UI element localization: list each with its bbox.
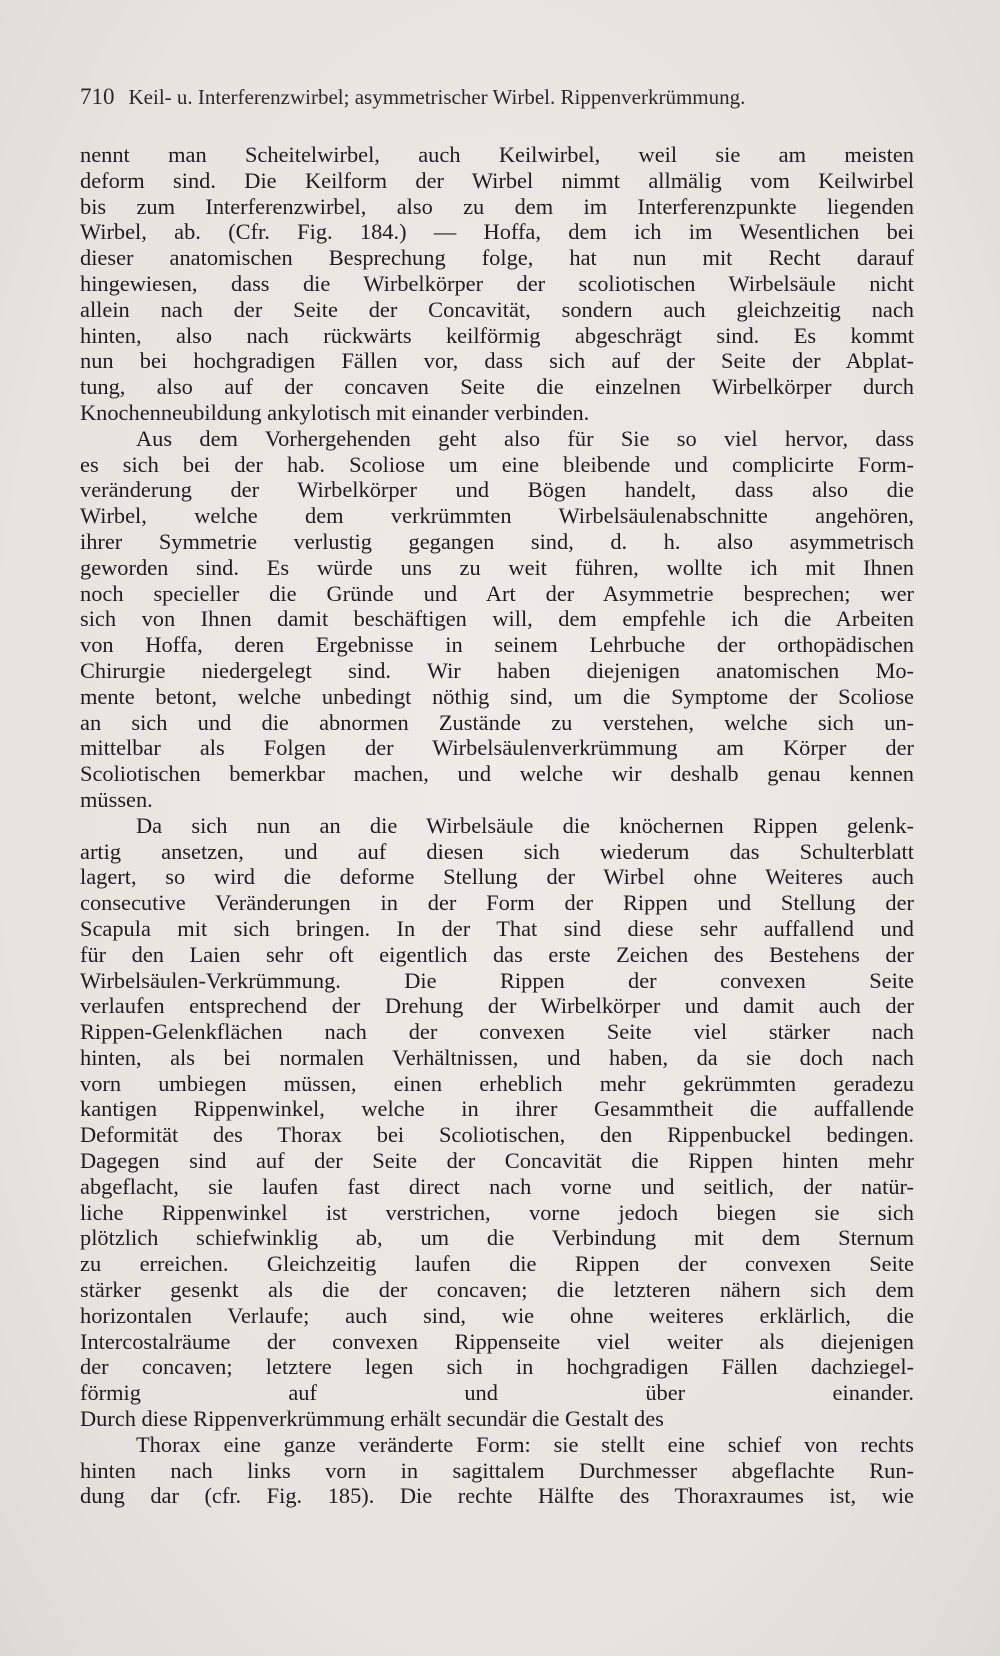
text-line: Wirbel, welche dem verkrümmten Wirbelsäulenabschnitte angehören, bbox=[80, 503, 914, 529]
text-line: hinten, also nach rückwärts keilförmig abgeschrägt sind. Es kommt bbox=[80, 322, 914, 348]
body-text bbox=[80, 142, 914, 1535]
text-line: liche Rippenwinkel ist verstrichen, vorne jedoch biegen sie sich bbox=[80, 1199, 914, 1225]
text-line bbox=[80, 1509, 914, 1535]
text-line: an sich und die abnormen Zustände zu verstehen, welche sich un- bbox=[80, 709, 914, 735]
text-line: ihrer Symmetrie verlustig gegangen sind, d. h. also asymmetrisch bbox=[80, 528, 914, 554]
text-line: stärker gesenkt als die der concaven; die letzteren nähern sich dem bbox=[80, 1277, 914, 1303]
text-line: tung, also auf der concaven Seite die einzelnen Wirbelkörper durch bbox=[80, 374, 914, 400]
text-line: Wirbel, ab. (Cfr. Fig. 184.) — Hoffa, dem ich im Wesentlichen bei bbox=[80, 219, 914, 245]
text-line: plötzlich schiefwinklig ab, um die Verbindung mit dem Sternum bbox=[80, 1225, 914, 1251]
text-line: Scapula mit sich bringen. In der That sind diese sehr auffallend und bbox=[80, 915, 914, 941]
text-line: es sich bei der hab. Scoliose um eine bleibende und complicirte Form- bbox=[80, 451, 914, 477]
running-title: Keil- u. Interferenzwirbel; asymmetrischer Wirbel. Rippenverkrümmung. bbox=[128, 85, 746, 109]
text-line: der concaven; letztere legen sich in hochgradigen Fällen dachziegel- bbox=[80, 1354, 914, 1380]
text-line: geworden sind. Es würde uns zu weit führen, wollte ich mit Ihnen bbox=[80, 554, 914, 580]
text-line: Knochenneubildung ankylotisch mit einander verbinden. bbox=[80, 399, 590, 425]
text-line: horizontalen Verlaufe; auch sind, wie ohne weiteres erklärlich, die bbox=[80, 1302, 914, 1328]
text-line: artig ansetzen, und auf diesen sich wiederum das Schulterblatt bbox=[80, 838, 914, 864]
text-line: consecutive Veränderungen in der Form der Rippen und Stellung der bbox=[80, 890, 914, 916]
text-line: lagert, so wird die deforme Stellung der Wirbel ohne Weiteres auch bbox=[80, 864, 914, 890]
text-line: verlaufen entsprechend der Drehung der Wirbelkörper und damit auch der bbox=[80, 993, 914, 1019]
text-line: Rippen-Gelenkflächen nach der convexen Seite viel stärker nach bbox=[80, 1019, 914, 1045]
text-line: förmig auf und über einander. bbox=[80, 1380, 914, 1406]
text-line: Aus dem Vorhergehenden geht also für Sie so viel hervor, dass bbox=[136, 425, 914, 451]
text-line: für den Laien sehr oft eigentlich das erste Zeichen des Bestehens der bbox=[80, 941, 914, 967]
text-line: hingewiesen, dass die Wirbelkörper der scoliotischen Wirbelsäule nicht bbox=[80, 270, 914, 296]
text-line: noch specieller die Gründe und Art der Asymmetrie besprechen; wer bbox=[80, 580, 914, 606]
text-line: mittelbar als Folgen der Wirbelsäulenverkrümmung am Körper der bbox=[80, 735, 914, 761]
text-line: Durch diese Rippenverkrümmung erhält secundär die Gestalt des bbox=[80, 1406, 664, 1432]
text-line: sich von Ihnen damit beschäftigen will, dem empfehle ich die Arbeiten bbox=[80, 606, 914, 632]
text-line: vorn umbiegen müssen, einen erheblich mehr gekrümmten geradezu bbox=[80, 1070, 914, 1096]
text-line: nennt man Scheitelwirbel, auch Keilwirbel, weil sie am meisten bbox=[80, 142, 914, 167]
text-line: zu erreichen. Gleichzeitig laufen die Rippen der convexen Seite bbox=[80, 1251, 914, 1277]
text-line: deform sind. Die Keilform der Wirbel nimmt allmälig vom Keilwirbel bbox=[80, 167, 914, 193]
text-line: dieser anatomischen Besprechung folge, hat nun mit Recht darauf bbox=[80, 245, 914, 271]
text-line: hinten nach links vorn in sagittalem Durchmesser abgeflachte Run- bbox=[80, 1457, 914, 1483]
text-line: allein nach der Seite der Concavität, sondern auch gleichzeitig nach bbox=[80, 296, 914, 322]
text-line: Deformität des Thorax bei Scoliotischen, den Rippenbuckel bedingen. bbox=[80, 1122, 914, 1148]
text-line: veränderung der Wirbelkörper und Bögen handelt, dass also die bbox=[80, 477, 914, 503]
page-header bbox=[80, 84, 920, 114]
text-line: Intercostalräume der convexen Rippenseite viel weiter als diejenigen bbox=[80, 1328, 914, 1354]
text-line: bis zum Interferenzwirbel, also zu dem im Interferenzpunkte liegenden bbox=[80, 193, 914, 219]
text-line: müssen. bbox=[80, 786, 153, 812]
text-line: Chirurgie niedergelegt sind. Wir haben diejenigen anatomischen Mo- bbox=[80, 657, 914, 683]
text-line: Wirbelsäulen-Verkrümmung. Die Rippen der convexen Seite bbox=[80, 967, 914, 993]
text-line: Dagegen sind auf der Seite der Concavität die Rippen hinten mehr bbox=[80, 1148, 914, 1174]
page-number: 710 bbox=[80, 84, 115, 109]
text-line: abgeflacht, sie laufen fast direct nach vorne und seitlich, der natür- bbox=[80, 1173, 914, 1199]
text-line: Da sich nun an die Wirbelsäule die knöchernen Rippen gelenk- bbox=[136, 812, 914, 838]
text-line: von Hoffa, deren Ergebnisse in seinem Lehrbuche der orthopädischen bbox=[80, 632, 914, 658]
text-line: Thorax eine ganze veränderte Form: sie stellt eine schief von rechts bbox=[136, 1431, 914, 1457]
text-line: hinten, als bei normalen Verhältnissen, und haben, da sie doch nach bbox=[80, 1044, 914, 1070]
text-line: dung dar (cfr. Fig. 185). Die rechte Hälfte des Thoraxraumes ist, wie bbox=[80, 1483, 914, 1509]
text-line: kantigen Rippenwinkel, welche in ihrer Gesammtheit die auffallende bbox=[80, 1096, 914, 1122]
text-line: Scoliotischen bemerkbar machen, und welche wir deshalb genau kennen bbox=[80, 761, 914, 787]
text-line: mente betont, welche unbedingt nöthig sind, um die Symptome der Scoliose bbox=[80, 683, 914, 709]
text-line: nun bei hochgradigen Fällen vor, dass sich auf der Seite der Abplat- bbox=[80, 348, 914, 374]
